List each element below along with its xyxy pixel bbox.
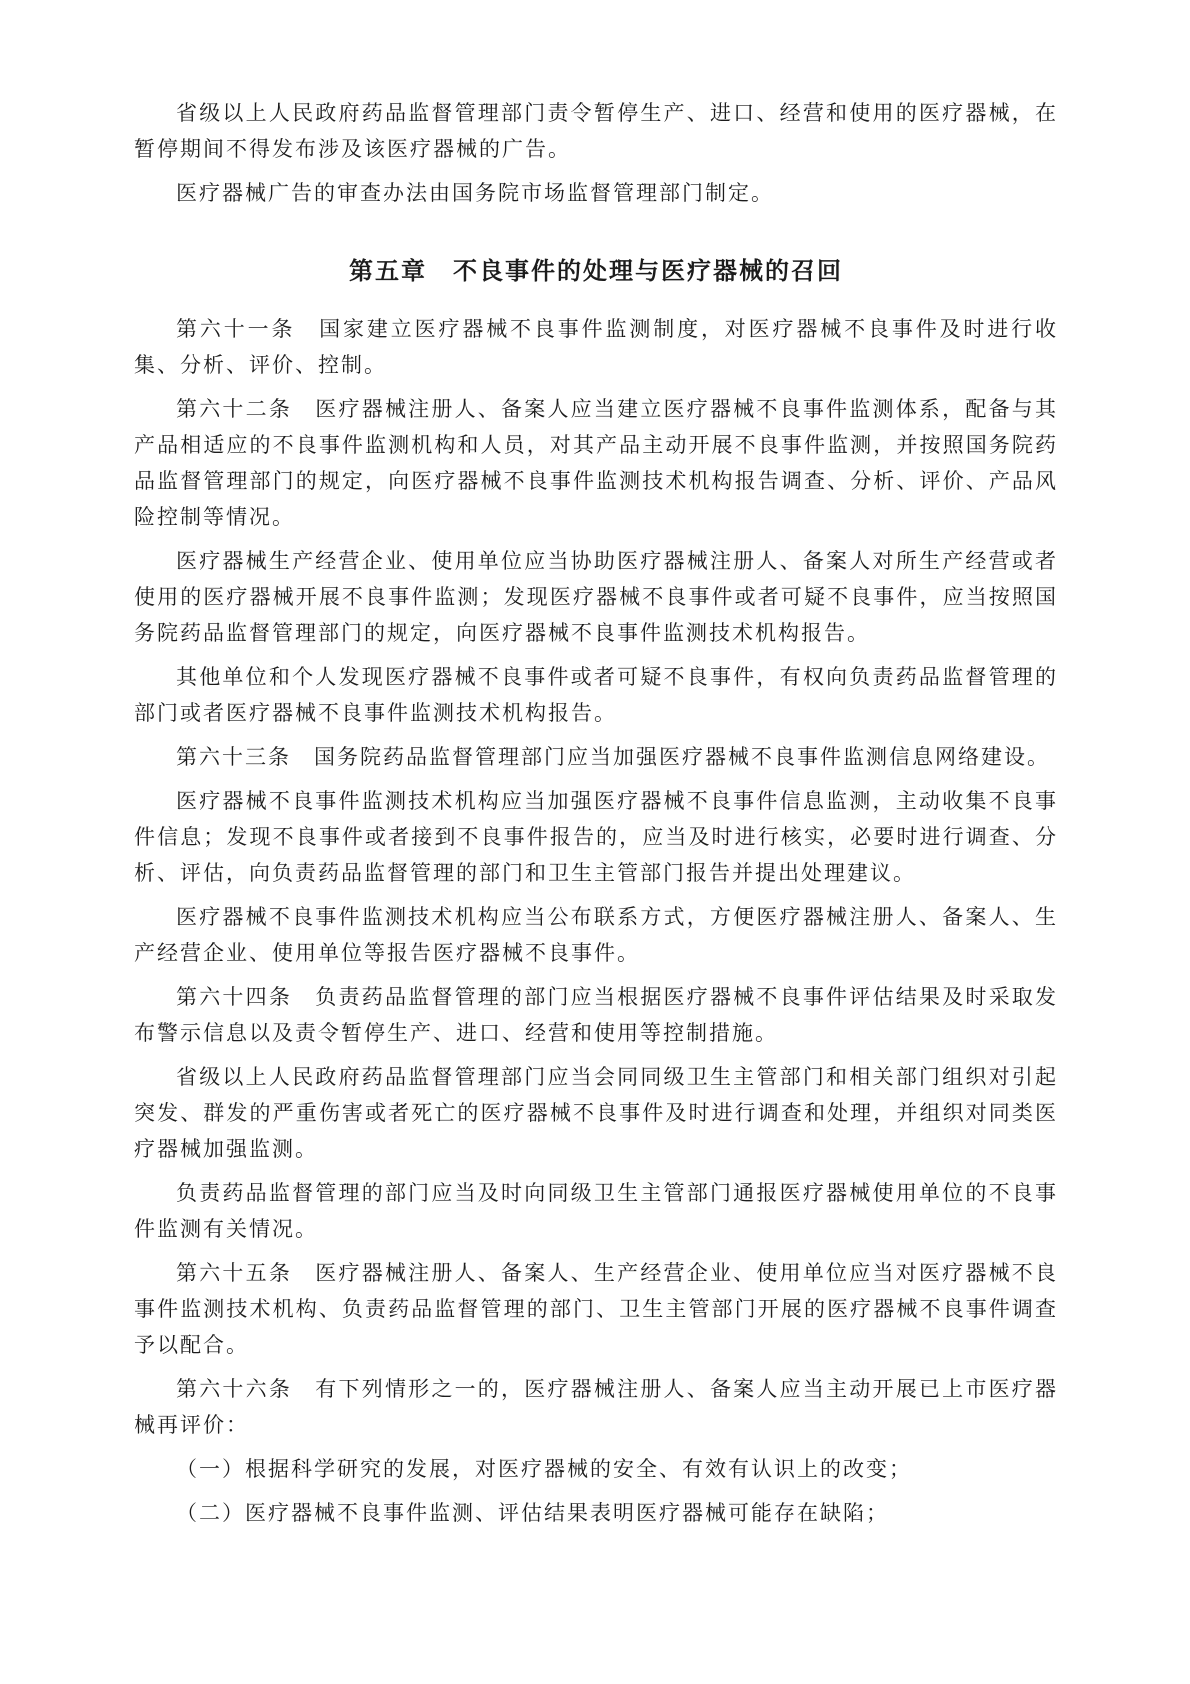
paragraph-advert-suspension: 省级以上人民政府药品监督管理部门责令暂停生产、进口、经营和使用的医疗器械，在暂停期间不得发布涉及该医疗器械的广告。 [134, 102, 1058, 161]
paragraph-article-62-cont-1: 医疗器械生产经营企业、使用单位应当协助医疗器械注册人、备案人对所生产经营或者使用的医疗器械开展不良事件监测；发现医疗器械不良事件或者可疑不良事件，应当按照国务院药品监督管理部门的规定，向医疗器械不良事件监测技术机构报告。 [134, 550, 1058, 645]
list-item-2: （二）医疗器械不良事件监测、评估结果表明医疗器械可能存在缺陷； [176, 1502, 889, 1525]
paragraph-article-62-cont-2: 其他单位和个人发现医疗器械不良事件或者可疑不良事件，有权向负责药品监督管理的部门或者医疗器械不良事件监测技术机构报告。 [134, 666, 1058, 725]
paragraph-article-64: 第六十四条 负责药品监督管理的部门应当根据医疗器械不良事件评估结果及时采取发布警示信息以及责令暂停生产、进口、经营和使用等控制措施。 [134, 986, 1058, 1045]
paragraph-article-65: 第六十五条 医疗器械注册人、备案人、生产经营企业、使用单位应当对医疗器械不良事件监测技术机构、负责药品监督管理的部门、卫生主管部门开展的医疗器械不良事件调查予以配合。 [134, 1262, 1058, 1357]
paragraph-article-66: 第六十六条 有下列情形之一的，医疗器械注册人、备案人应当主动开展已上市医疗器械再评价： [134, 1378, 1058, 1437]
paragraph-article-63-cont-1: 医疗器械不良事件监测技术机构应当加强医疗器械不良事件信息监测，主动收集不良事件信息；发现不良事件或者接到不良事件报告的，应当及时进行核实，必要时进行调查、分析、评估，向负责药品监督管理的部门和卫生主管部门报告并提出处理建议。 [134, 790, 1058, 885]
paragraph-article-62: 第六十二条 医疗器械注册人、备案人应当建立医疗器械不良事件监测体系，配备与其产品相适应的不良事件监测机构和人员，对其产品主动开展不良事件监测，并按照国务院药品监督管理部门的规定，向医疗器械不良事件监测技术机构报告调查、分析、评价、产品风险控制等情况。 [134, 398, 1058, 529]
paragraph-article-64-cont-2: 负责药品监督管理的部门应当及时向同级卫生主管部门通报医疗器械使用单位的不良事件监测有关情况。 [134, 1182, 1058, 1241]
paragraph-article-63-cont-2: 医疗器械不良事件监测技术机构应当公布联系方式，方便医疗器械注册人、备案人、生产经营企业、使用单位等报告医疗器械不良事件。 [134, 906, 1058, 965]
paragraph-article-63: 第六十三条 国务院药品监督管理部门应当加强医疗器械不良事件监测信息网络建设。 [176, 746, 1050, 769]
chapter-heading: 第五章 不良事件的处理与医疗器械的召回 [349, 258, 843, 285]
paragraph-article-61: 第六十一条 国家建立医疗器械不良事件监测制度，对医疗器械不良事件及时进行收集、分析、评价、控制。 [134, 318, 1058, 377]
list-item-1: （一）根据科学研究的发展，对医疗器械的安全、有效有认识上的改变； [176, 1458, 912, 1481]
paragraph-article-64-cont-1: 省级以上人民政府药品监督管理部门应当会同同级卫生主管部门和相关部门组织对引起突发、群发的严重伤害或者死亡的医疗器械不良事件及时进行调查和处理，并组织对同类医疗器械加强监测。 [134, 1066, 1058, 1161]
paragraph-advert-review-rules: 医疗器械广告的审查办法由国务院市场监督管理部门制定。 [176, 182, 774, 205]
